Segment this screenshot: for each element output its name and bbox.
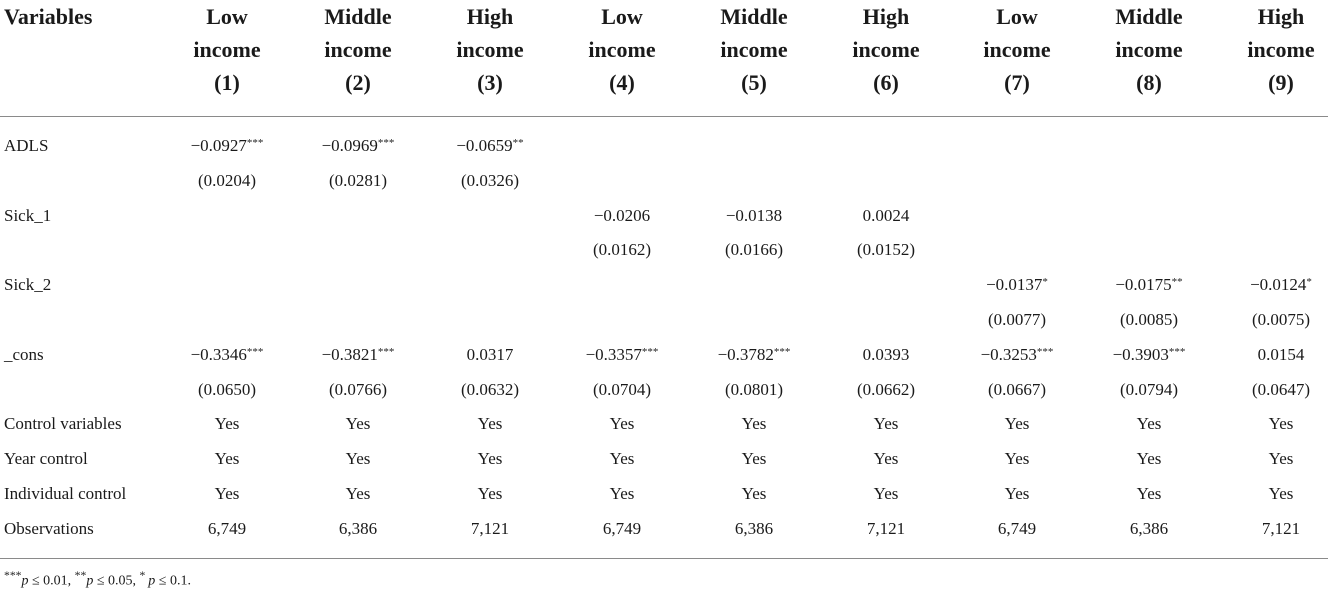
table-cell (821, 476, 951, 511)
note-p-1: p (21, 573, 29, 589)
significance-note (4, 566, 191, 592)
note-text-3: ≤ 0.1. (155, 573, 191, 589)
cell-value: −0.0969 (321, 136, 378, 155)
cell-value: Yes (741, 414, 767, 433)
cell-value: Yes (345, 414, 371, 433)
cell-value: Yes (345, 449, 371, 468)
table-cell (557, 511, 687, 546)
column-header-num: (8) (1136, 70, 1162, 95)
column-header-line1: High (862, 4, 910, 29)
cell-value: Yes (1004, 414, 1030, 433)
column-header-8 (1084, 0, 1214, 99)
significance-stars: *** (377, 346, 395, 358)
cell-value: Yes (873, 449, 899, 468)
column-header-line1: Middle (720, 4, 788, 29)
table-cell (162, 337, 292, 372)
table-cell (557, 337, 687, 372)
column-header-4 (557, 0, 687, 99)
cell-value: Yes (1136, 414, 1162, 433)
column-header-num: (2) (345, 70, 371, 95)
column-header-num: (1) (214, 70, 240, 95)
cell-value: 6,386 (338, 519, 378, 538)
table-cell (689, 337, 819, 372)
column-header-num: (4) (609, 70, 635, 95)
table-cell (821, 198, 951, 233)
cell-value: −0.0927 (190, 136, 247, 155)
column-header-line1: Low (996, 4, 1038, 29)
cell-value: (0.0326) (460, 171, 520, 190)
cell-value: Yes (1136, 484, 1162, 503)
cell-value: 7,121 (1261, 519, 1301, 538)
cell-value: Yes (477, 414, 503, 433)
cell-value: 7,121 (866, 519, 906, 538)
cell-value: 0.0024 (862, 206, 910, 225)
column-header-line2: income (193, 37, 261, 62)
row-label: ADLS (4, 136, 49, 155)
cell-value: (0.0075) (1251, 310, 1311, 329)
table-cell (689, 511, 819, 546)
column-header-line1: High (1257, 4, 1305, 29)
note-stars-2: ** (74, 569, 87, 582)
cell-value: 0.0393 (862, 345, 910, 364)
cell-value: Yes (214, 484, 240, 503)
cell-value: Yes (1268, 484, 1294, 503)
table-cell (293, 372, 423, 407)
table-cell (1216, 267, 1331, 302)
row-label: Sick_1 (4, 206, 52, 225)
row-label: Individual control (4, 484, 127, 503)
significance-stars: * (1042, 276, 1048, 288)
table-cell (557, 372, 687, 407)
table-row (0, 198, 1331, 233)
table-cell (425, 441, 555, 476)
cell-value: 6,386 (1129, 519, 1169, 538)
table-cell (162, 406, 292, 441)
significance-stars: *** (377, 137, 395, 149)
row-label: Observations (4, 519, 94, 538)
cell-value: (0.0162) (592, 240, 652, 259)
bottom-rule (0, 558, 1328, 559)
cell-value: −0.3357 (585, 345, 642, 364)
significance-stars: *** (641, 346, 659, 358)
cell-value: 6,749 (602, 519, 642, 538)
table-cell (293, 163, 423, 198)
cell-value: (0.0152) (856, 240, 916, 259)
cell-value: Yes (609, 484, 635, 503)
cell-value: Yes (741, 449, 767, 468)
table-row (0, 406, 1331, 441)
table-row (0, 128, 1331, 163)
table-cell (952, 372, 1082, 407)
column-header-7 (952, 0, 1082, 99)
cell-value: Yes (1268, 449, 1294, 468)
column-header-line2: income (588, 37, 656, 62)
table-cell (557, 406, 687, 441)
column-header-num: (6) (873, 70, 899, 95)
significance-stars: ** (1171, 276, 1183, 288)
table-cell (1084, 476, 1214, 511)
table-cell (821, 406, 951, 441)
table-cell (557, 198, 687, 233)
cell-value: (0.0166) (724, 240, 784, 259)
column-header-line1: Middle (1115, 4, 1183, 29)
cell-value: Yes (214, 449, 240, 468)
cell-value: (0.0085) (1119, 310, 1179, 329)
table-cell (1216, 476, 1331, 511)
table-row (0, 441, 1331, 476)
header-variables: Variables (4, 4, 93, 29)
cell-value: Yes (214, 414, 240, 433)
cell-value: (0.0204) (197, 171, 257, 190)
column-header-line2: income (1247, 37, 1315, 62)
table-cell (162, 128, 292, 163)
column-header-line2: income (852, 37, 920, 62)
cell-value: −0.3821 (321, 345, 378, 364)
table-cell (689, 372, 819, 407)
table-cell (1084, 337, 1214, 372)
table-cell (557, 441, 687, 476)
table-cell (1084, 372, 1214, 407)
cell-value: Yes (1004, 449, 1030, 468)
cell-value: (0.0662) (856, 380, 916, 399)
table-cell (425, 406, 555, 441)
table-cell (952, 406, 1082, 441)
column-header-line1: Low (601, 4, 643, 29)
column-header-line2: income (720, 37, 788, 62)
table-cell (821, 511, 951, 546)
row-label: _cons (4, 345, 44, 364)
table-row (0, 476, 1331, 511)
cell-value: (0.0704) (592, 380, 652, 399)
table-cell (162, 163, 292, 198)
cell-value: Yes (873, 484, 899, 503)
cell-value: Yes (741, 484, 767, 503)
table-cell (425, 128, 555, 163)
cell-value: Yes (609, 449, 635, 468)
table-cell (1216, 406, 1331, 441)
cell-value: Yes (1268, 414, 1294, 433)
table-cell (689, 476, 819, 511)
cell-value: (0.0077) (987, 310, 1047, 329)
table-cell (689, 406, 819, 441)
cell-value: Yes (1004, 484, 1030, 503)
cell-value: 0.0154 (1257, 345, 1305, 364)
cell-value: −0.0124 (1250, 275, 1307, 294)
column-header-line2: income (1115, 37, 1183, 62)
cell-value: (0.0794) (1119, 380, 1179, 399)
table-row (0, 163, 1331, 198)
significance-stars: *** (773, 346, 791, 358)
table-cell (293, 128, 423, 163)
note-p-3: p (148, 573, 156, 589)
table-row (0, 232, 1331, 267)
table-cell (162, 511, 292, 546)
table-row (0, 267, 1331, 302)
cell-value: (0.0650) (197, 380, 257, 399)
cell-value: −0.3253 (980, 345, 1037, 364)
table-cell (1084, 511, 1214, 546)
column-header-1 (162, 0, 292, 99)
column-header-num: (9) (1268, 70, 1294, 95)
column-header-2 (293, 0, 423, 99)
column-header-line1: Middle (324, 4, 392, 29)
table-cell (1216, 511, 1331, 546)
cell-value: −0.0137 (986, 275, 1043, 294)
table-cell (425, 476, 555, 511)
row-label: Control variables (4, 414, 122, 433)
significance-stars: ** (512, 137, 524, 149)
table-cell (689, 232, 819, 267)
table-cell (162, 476, 292, 511)
table-cell (952, 511, 1082, 546)
table-header (0, 0, 1331, 116)
cell-value: 7,121 (470, 519, 510, 538)
cell-value: Yes (609, 414, 635, 433)
table-cell (689, 198, 819, 233)
table-cell (162, 372, 292, 407)
cell-value: Yes (345, 484, 371, 503)
row-label: Year control (4, 449, 88, 468)
table-cell (1216, 441, 1331, 476)
column-header-num: (3) (477, 70, 503, 95)
significance-stars: *** (1168, 346, 1186, 358)
table-cell (821, 372, 951, 407)
table-cell (425, 337, 555, 372)
column-header-line2: income (456, 37, 524, 62)
cell-value: Yes (477, 449, 503, 468)
column-header-3 (425, 0, 555, 99)
cell-value: 6,386 (734, 519, 774, 538)
cell-value: −0.0138 (725, 206, 783, 225)
cell-value: −0.3782 (717, 345, 774, 364)
table-row (0, 372, 1331, 407)
note-text-1: ≤ 0.01, (28, 573, 75, 589)
table-cell (1216, 302, 1331, 337)
significance-stars: *** (246, 346, 264, 358)
cell-value: 6,749 (207, 519, 247, 538)
note-stars-1: *** (4, 569, 22, 582)
table-row (0, 302, 1331, 337)
cell-value: (0.0667) (987, 380, 1047, 399)
cell-value: (0.0766) (328, 380, 388, 399)
table-row (0, 511, 1331, 546)
table-cell (1084, 302, 1214, 337)
table-row (0, 337, 1331, 372)
table-cell (952, 441, 1082, 476)
table-cell (293, 441, 423, 476)
cell-value: 0.0317 (466, 345, 514, 364)
significance-stars: *** (246, 137, 264, 149)
table-cell (1084, 441, 1214, 476)
column-header-6 (821, 0, 951, 99)
cell-value: 6,749 (997, 519, 1037, 538)
column-header-line2: income (324, 37, 392, 62)
cell-value: Yes (1136, 449, 1162, 468)
cell-value: −0.0659 (456, 136, 513, 155)
table-cell (162, 441, 292, 476)
cell-value: −0.0206 (593, 206, 651, 225)
table-cell (1216, 372, 1331, 407)
significance-stars: *** (1036, 346, 1054, 358)
table-cell (1216, 337, 1331, 372)
column-header-5 (689, 0, 819, 99)
table-cell (1084, 406, 1214, 441)
table-cell (821, 441, 951, 476)
note-p-2: p (86, 573, 94, 589)
cell-value: (0.0647) (1251, 380, 1311, 399)
cell-value: −0.0175 (1115, 275, 1172, 294)
column-header-num: (5) (741, 70, 767, 95)
table-cell (952, 302, 1082, 337)
table-cell (425, 372, 555, 407)
note-stars-3: * (139, 569, 149, 582)
column-header-line2: income (983, 37, 1051, 62)
table-cell (425, 511, 555, 546)
cell-value: (0.0632) (460, 380, 520, 399)
table-cell (689, 441, 819, 476)
column-header-line1: Low (206, 4, 248, 29)
table-cell (293, 511, 423, 546)
cell-value: Yes (477, 484, 503, 503)
header-rule (0, 116, 1328, 117)
row-label: Sick_2 (4, 275, 52, 294)
column-header-line1: High (466, 4, 514, 29)
table-cell (293, 337, 423, 372)
table-cell (952, 337, 1082, 372)
table-cell (293, 406, 423, 441)
significance-stars: * (1306, 276, 1312, 288)
table-cell (1084, 267, 1214, 302)
table-cell (952, 476, 1082, 511)
table-cell (821, 337, 951, 372)
cell-value: −0.3903 (1112, 345, 1169, 364)
table-cell (425, 163, 555, 198)
cell-value: (0.0281) (328, 171, 388, 190)
cell-value: Yes (873, 414, 899, 433)
column-header-9 (1216, 0, 1331, 99)
table-cell (557, 476, 687, 511)
table-cell (952, 267, 1082, 302)
table-cell (557, 232, 687, 267)
column-header-num: (7) (1004, 70, 1030, 95)
table-cell (821, 232, 951, 267)
cell-value: −0.3346 (190, 345, 247, 364)
note-text-2: ≤ 0.05, (93, 573, 140, 589)
table-cell (293, 476, 423, 511)
cell-value: (0.0801) (724, 380, 784, 399)
